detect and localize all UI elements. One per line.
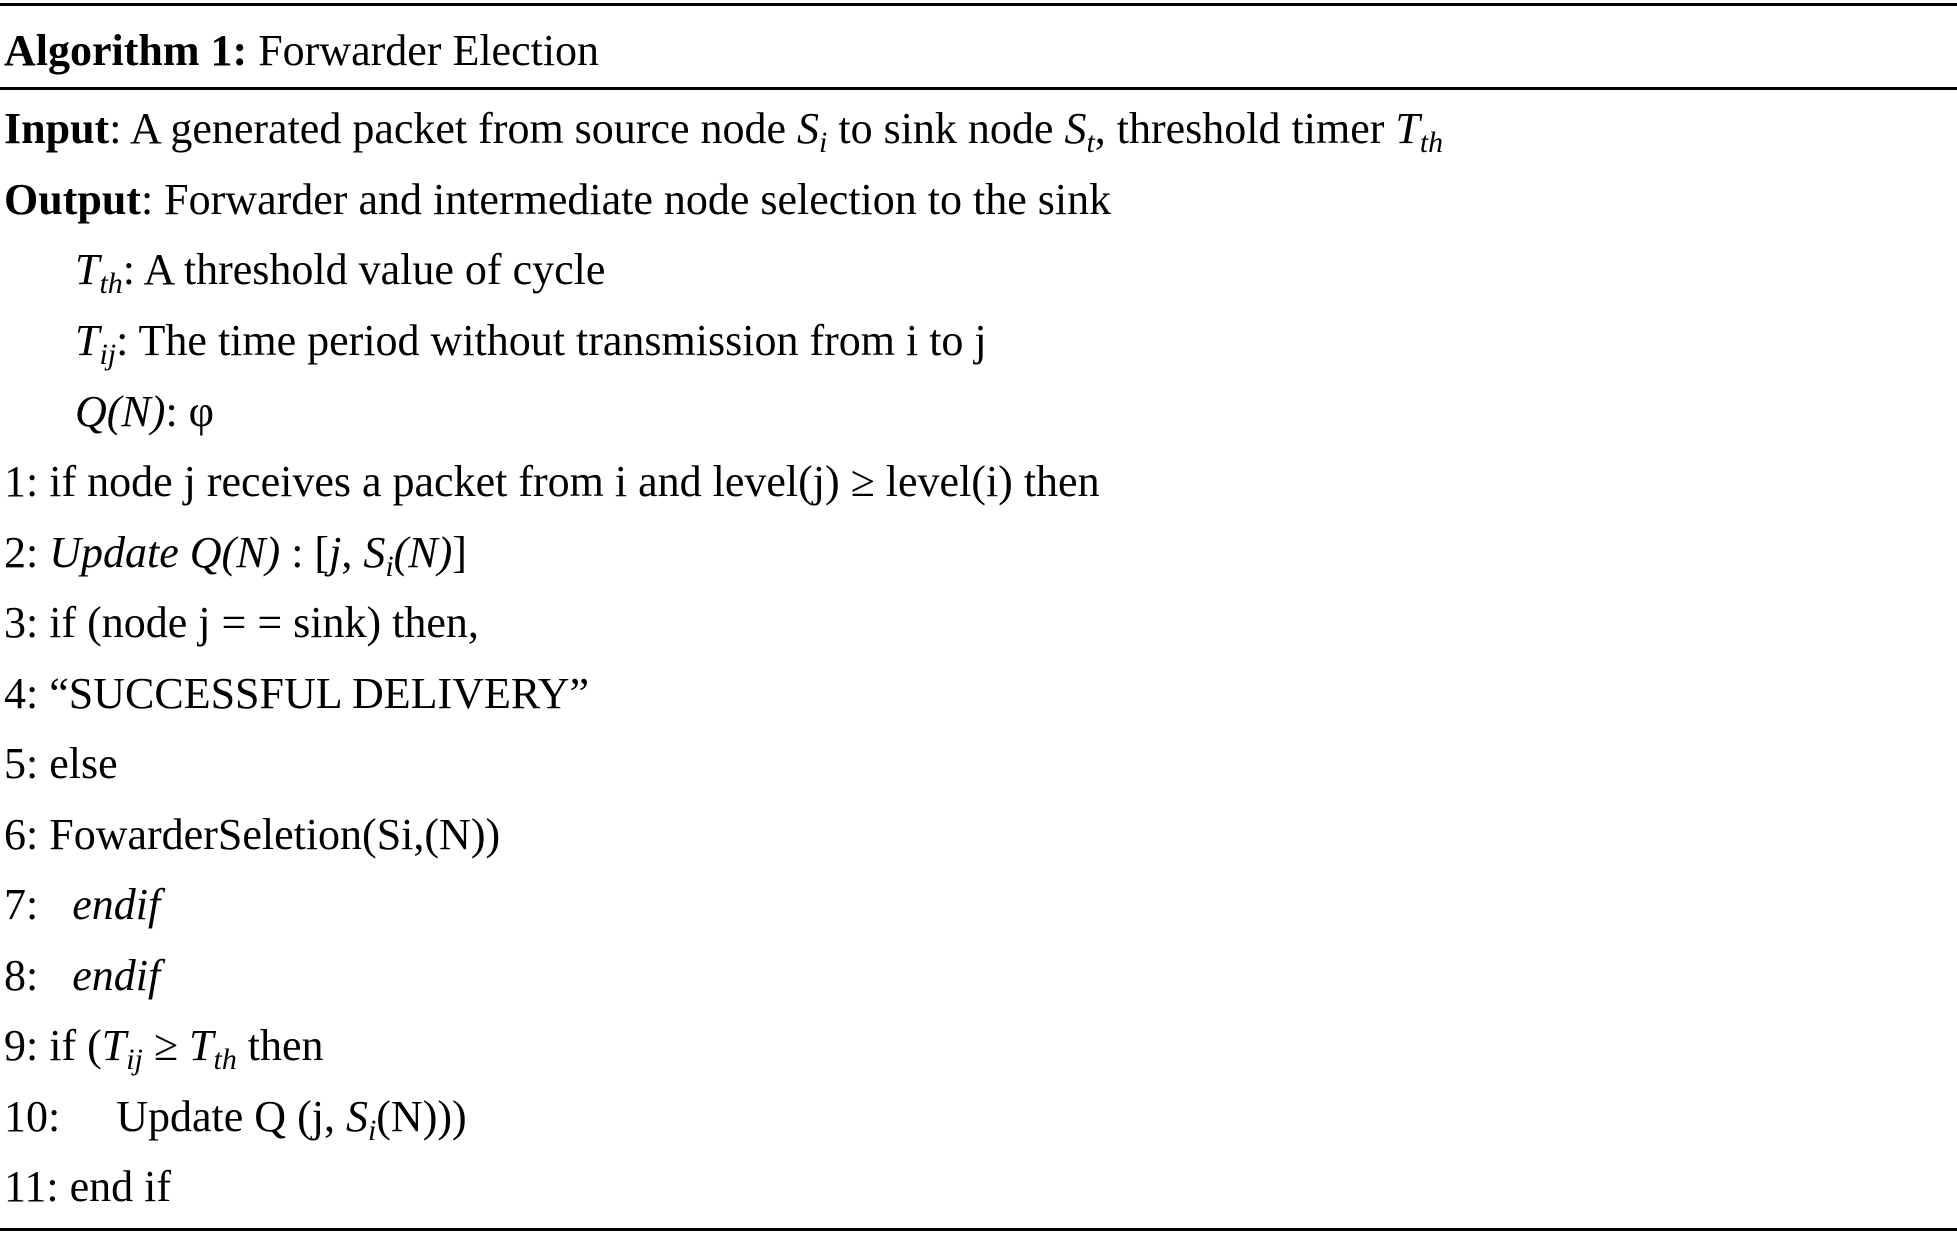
- step-sub: i: [367, 1113, 377, 1147]
- caption-rule: [0, 87, 1957, 90]
- step-number: 3:: [4, 598, 39, 647]
- step-text: Update Q (j,: [116, 1092, 346, 1141]
- algorithm-title: Forwarder Election: [258, 26, 600, 75]
- step-text: end if: [58, 1162, 171, 1211]
- threshold-sub: th: [1419, 125, 1444, 159]
- step-10: [4, 1092, 467, 1147]
- step-number: 2:: [4, 528, 39, 577]
- step-text: ,: [341, 528, 364, 577]
- input-line: [4, 104, 1444, 159]
- output-label: Output: [4, 175, 141, 224]
- step-2: [4, 528, 467, 583]
- step-text: if (: [38, 1021, 102, 1070]
- def-sub: ij: [99, 337, 117, 371]
- step-var: T: [101, 1021, 127, 1070]
- step-text: Update Q(N): [49, 528, 281, 577]
- step-4: [4, 669, 589, 719]
- definition-tij: [75, 316, 987, 371]
- step-number: 8:: [4, 951, 39, 1000]
- geq-symbol: ≥: [142, 1021, 190, 1070]
- step-number: 6:: [4, 810, 39, 859]
- step-text: (N))): [376, 1092, 467, 1141]
- step-number: 11:: [4, 1162, 59, 1211]
- step-9: [4, 1021, 324, 1076]
- step-var: S: [345, 1092, 368, 1141]
- input-text: to sink node: [827, 104, 1065, 153]
- step-text: : [: [280, 528, 330, 577]
- step-number: 1:: [4, 457, 39, 506]
- step-var: T: [189, 1021, 214, 1070]
- def-sub: th: [99, 266, 123, 300]
- output-line: [4, 175, 1111, 225]
- top-rule: [0, 3, 1957, 6]
- step-number: 5:: [4, 739, 39, 788]
- step-3: [4, 598, 479, 648]
- threshold-var: T: [1395, 104, 1420, 153]
- step-sub: th: [213, 1042, 237, 1076]
- algorithm-caption: [4, 26, 599, 76]
- step-text: endif: [72, 951, 161, 1000]
- sink-node-sub: t: [1086, 125, 1095, 159]
- step-var: S: [363, 528, 386, 577]
- sink-node-var: S: [1064, 104, 1087, 153]
- step-8: [4, 951, 160, 1001]
- def-text: : The time period without transmission from i to j: [116, 316, 987, 365]
- step-var: (N): [393, 528, 453, 577]
- step-5: [4, 739, 118, 789]
- step-number: 7:: [4, 880, 39, 929]
- step-number: 9:: [4, 1021, 39, 1070]
- algorithm-label: Algorithm 1:: [4, 26, 248, 75]
- definition-tth: [75, 245, 606, 300]
- step-sub: ij: [126, 1042, 143, 1076]
- def-var: T: [75, 316, 100, 365]
- step-text: ]: [452, 528, 467, 577]
- def-var: T: [75, 245, 100, 294]
- step-text: else: [38, 739, 118, 788]
- step-11: [4, 1162, 171, 1212]
- step-text: “SUCCESSFUL DELIVERY”: [38, 669, 590, 718]
- step-sub: i: [385, 549, 394, 583]
- definition-qn: [75, 387, 214, 437]
- step-text: then: [236, 1021, 324, 1070]
- step-6: [4, 810, 500, 860]
- output-text: : Forwarder and intermediate node selection to the sink: [140, 175, 1112, 224]
- step-text: FowarderSeletion(Si,(N)): [38, 810, 501, 859]
- input-label: Input: [4, 104, 110, 153]
- def-text: : φ: [165, 387, 215, 436]
- step-text: endif: [72, 880, 161, 929]
- step-var: j: [329, 528, 342, 577]
- def-var: Q(N): [75, 387, 166, 436]
- step-number: 10:: [4, 1092, 61, 1141]
- step-text: if (node j = = sink) then,: [38, 598, 479, 647]
- step-7: [4, 880, 160, 930]
- step-number: 4:: [4, 669, 39, 718]
- step-1: [4, 457, 1100, 507]
- def-text: : A threshold value of cycle: [122, 245, 606, 294]
- step-text: if node j receives a packet from i and level(j) ≥ level(i) then: [38, 457, 1100, 506]
- source-node-var: S: [797, 104, 820, 153]
- input-text: : A generated packet from source node: [109, 104, 798, 153]
- source-node-sub: i: [819, 125, 828, 159]
- bottom-rule: [0, 1228, 1957, 1231]
- input-text: , threshold timer: [1094, 104, 1396, 153]
